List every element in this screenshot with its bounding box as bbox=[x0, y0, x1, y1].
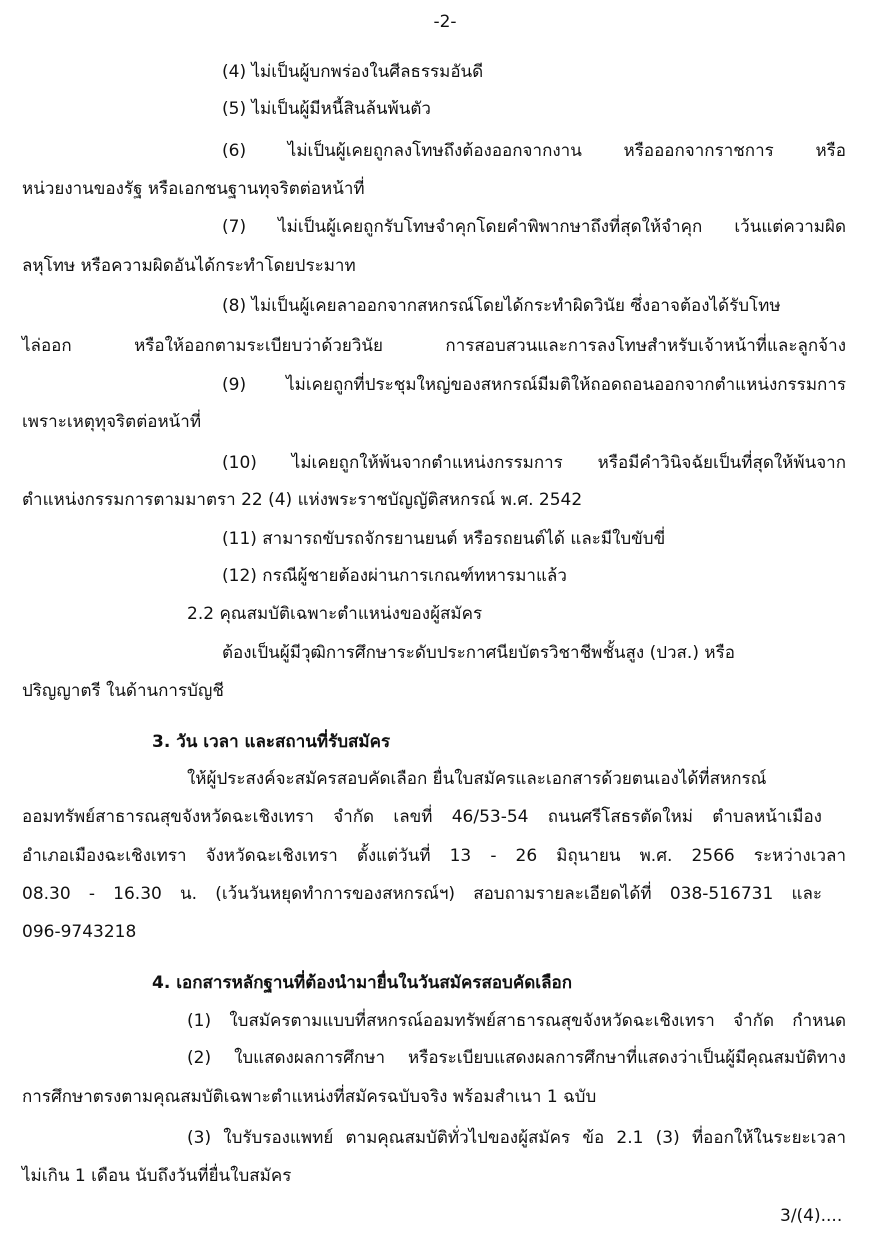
item-4: (4) ไม่เป็นผู้บกพร่องในศีลธรรมอันดี bbox=[222, 62, 484, 82]
section-3-line-3: อำเภอเมืองฉะเชิงเทรา จังหวัดฉะเชิงเทรา ตั้งแต่วันที่ 13 - 26 มิถุนายน พ.ศ. 2566 ระหว่างเวลา bbox=[22, 846, 846, 866]
section-3-line-5: 096-9743218 bbox=[22, 922, 137, 942]
item-10-line-2: ตำแหน่งกรรมการตามมาตรา 22 (4) แห่งพระราชบัญญัติสหกรณ์ พ.ศ. 2542 bbox=[22, 490, 583, 510]
section-4-doc-2-line-1: (2) ใบแสดงผลการศึกษา หรือระเบียบแสดงผลการศึกษาที่แสดงว่าเป็นผู้มีคุณสมบัติทาง bbox=[187, 1048, 846, 1068]
item-7-line-2: ลหุโทษ หรือความผิดอันได้กระทำโดยประมาท bbox=[22, 256, 356, 276]
item-12: (12) กรณีผู้ชายต้องผ่านการเกณฑ์ทหารมาแล้ว bbox=[222, 566, 567, 586]
item-6-line-1: (6) ไม่เป็นผู้เคยถูกลงโทษถึงต้องออกจากงาน หรือออกจากราชการ หรือ bbox=[222, 141, 846, 161]
section-3-line-4: 08.30 - 16.30 น. (เว้นวันหยุดทำการของสหกรณ์ฯ) สอบถามรายละเอียดได้ที่ 038-516731 และ bbox=[22, 884, 822, 904]
item-7-line-1: (7) ไม่เป็นผู้เคยถูกรับโทษจำคุกโดยคำพิพากษาถึงที่สุดให้จำคุก เว้นแต่ความผิด bbox=[222, 217, 846, 237]
continuation-marker: 3/(4).... bbox=[780, 1206, 843, 1226]
section-2-2-heading: 2.2 คุณสมบัติเฉพาะตำแหน่งของผู้สมัคร bbox=[187, 604, 483, 624]
item-9-line-2: เพราะเหตุทุจริตต่อหน้าที่ bbox=[22, 412, 202, 432]
section-4-doc-2-line-2: การศึกษาตรงตามคุณสมบัติเฉพาะตำแหน่งที่สมัครฉบับจริง พร้อมสำเนา 1 ฉบับ bbox=[22, 1087, 597, 1107]
item-10-line-1: (10) ไม่เคยถูกให้พ้นจากตำแหน่งกรรมการ หรือมีคำวินิจฉัยเป็นที่สุดให้พ้นจาก bbox=[222, 453, 846, 473]
item-11: (11) สามารถขับรถจักรยานยนต์ หรือรถยนต์ได้ และมีใบขับขี่ bbox=[222, 529, 666, 549]
section-3-heading: 3. วัน เวลา และสถานที่รับสมัคร bbox=[152, 732, 391, 752]
section-4-doc-1: (1) ใบสมัครตามแบบที่สหกรณ์ออมทรัพย์สาธารณสุขจังหวัดฉะเชิงเทรา จำกัด กำหนด bbox=[187, 1011, 846, 1031]
page-number: -2- bbox=[433, 12, 457, 32]
item-6-line-2: หน่วยงานของรัฐ หรือเอกชนฐานทุจริตต่อหน้าที่ bbox=[22, 179, 365, 199]
section-3-line-2: ออมทรัพย์สาธารณสุขจังหวัดฉะเชิงเทรา จำกัด เลขที่ 46/53-54 ถนนศรีโสธรตัดใหม่ ตำบลหน้าเมือง bbox=[22, 807, 822, 827]
item-9-line-1: (9) ไม่เคยถูกที่ประชุมใหญ่ของสหกรณ์มีมติให้ถอดถอนออกจากตำแหน่งกรรมการ bbox=[222, 375, 846, 395]
section-4-doc-3-line-2: ไม่เกิน 1 เดือน นับถึงวันที่ยื่นใบสมัคร bbox=[22, 1166, 292, 1186]
section-4-doc-3-line-1: (3) ใบรับรองแพทย์ ตามคุณสมบัติทั่วไปของผู้สมัคร ข้อ 2.1 (3) ที่ออกให้ในระยะเวลา bbox=[187, 1128, 846, 1148]
section-2-2-line-1: ต้องเป็นผู้มีวุฒิการศึกษาระดับประกาศนียบัตรวิชาชีพชั้นสูง (ปวส.) หรือ bbox=[222, 643, 735, 663]
section-4-heading: 4. เอกสารหลักฐานที่ต้องนำมายื่นในวันสมัครสอบคัดเลือก bbox=[152, 973, 572, 993]
item-8-line-2: ไล่ออก หรือให้ออกตามระเบียบว่าด้วยวินัย การสอบสวนและการลงโทษสำหรับเจ้าหน้าที่และลูกจ้าง bbox=[22, 336, 846, 356]
section-2-2-line-2: ปริญญาตรี ในด้านการบัญชี bbox=[22, 681, 224, 701]
item-8-line-1: (8) ไม่เป็นผู้เคยลาออกจากสหกรณ์โดยได้กระทำผิดวินัย ซึ่งอาจต้องได้รับโทษ bbox=[222, 296, 781, 316]
item-5: (5) ไม่เป็นผู้มีหนี้สินล้นพ้นตัว bbox=[222, 99, 431, 119]
section-3-line-1: ให้ผู้ประสงค์จะสมัครสอบคัดเลือก ยื่นใบสมัครและเอกสารด้วยตนเองได้ที่สหกรณ์ bbox=[187, 769, 767, 789]
